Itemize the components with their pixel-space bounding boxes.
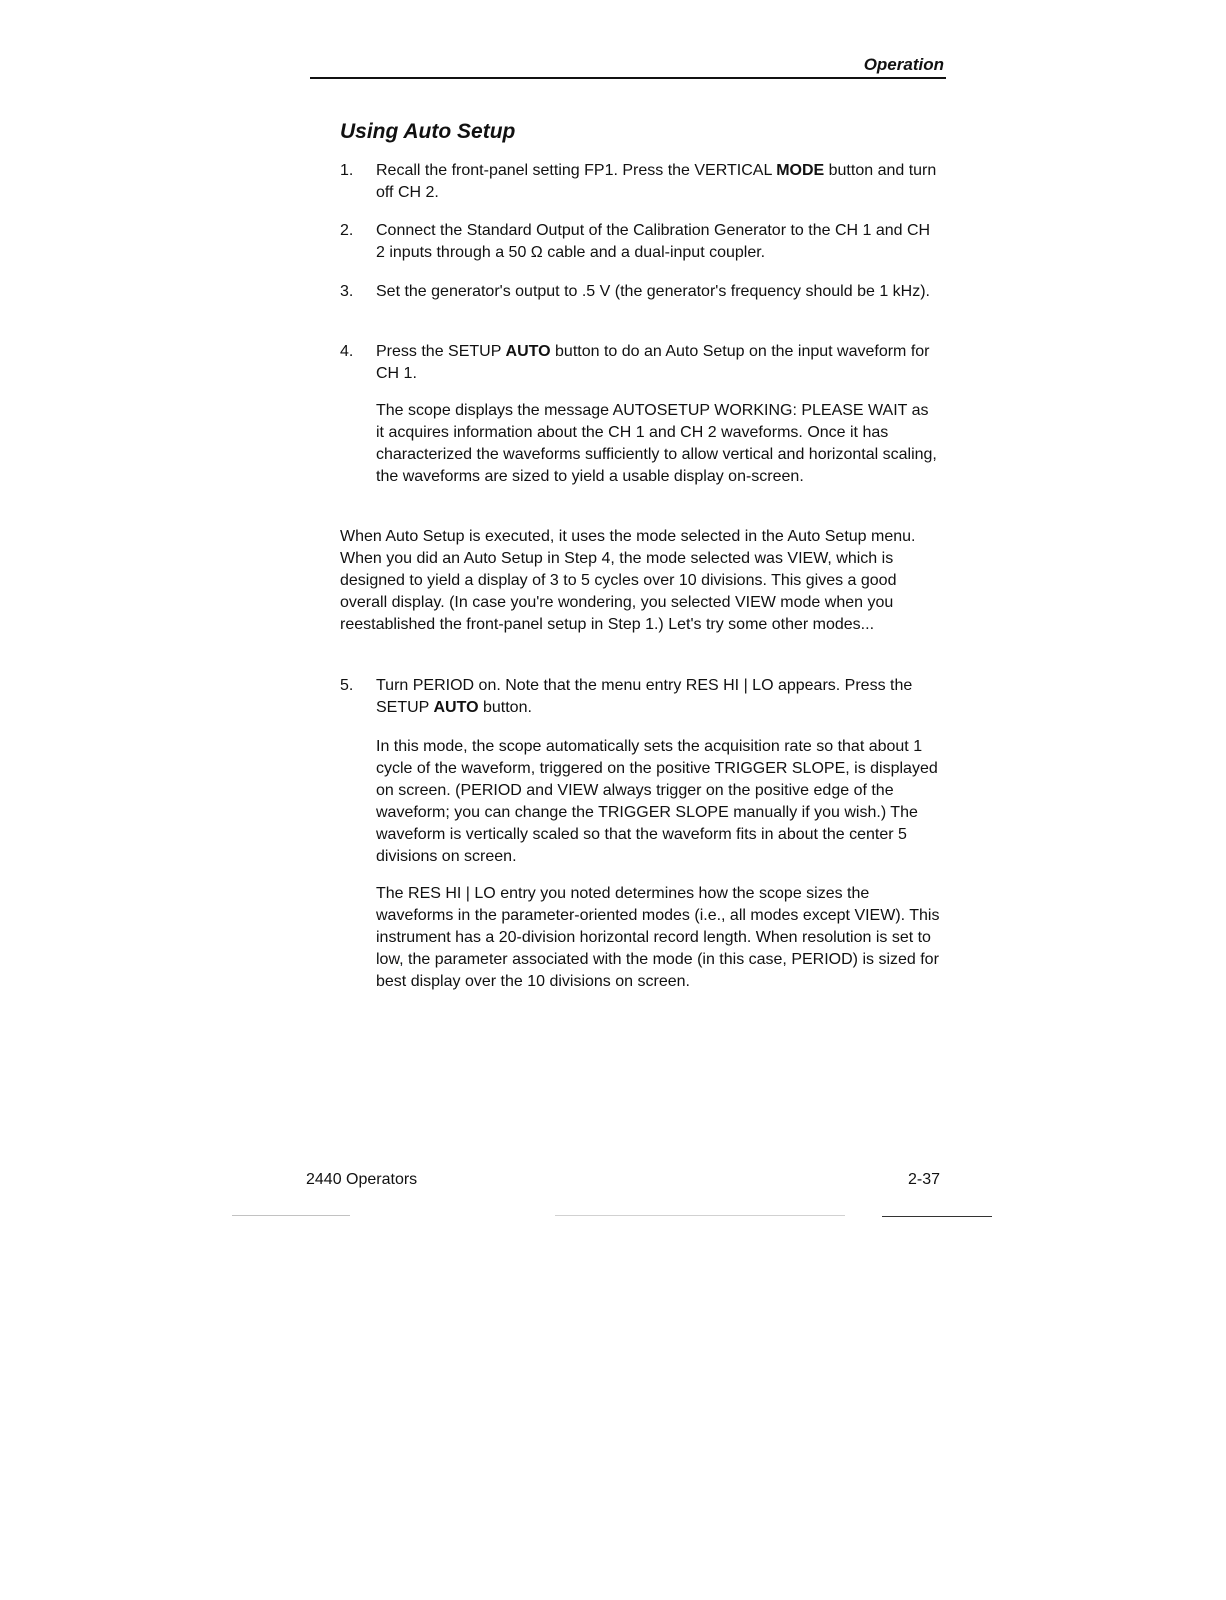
step-text: Connect the Standard Output of the Calibration Generator to the CH 1 and CH 2 inputs through a 50 Ω cable and a dual-input coupler. xyxy=(376,222,931,261)
auto-button-label: AUTO xyxy=(433,699,479,716)
step-number: 1. xyxy=(340,162,354,179)
mode-button-label: MODE xyxy=(776,162,825,179)
step-number: 2. xyxy=(340,222,354,239)
step-5-detail-a: In this mode, the scope automatically sets the acquisition rate so that about 1 cycle of the waveform, triggered on the positive TRIGGER SLOPE, is displayed on screen. (PERIOD and VIEW always trigger on the positive edge of the waveform; you can change the TRIGGER SLOPE manually if you wish.) The waveform is vertically scaled so that the waveform fits in about the center 5 divisions on screen. xyxy=(376,738,938,865)
step-number: 5. xyxy=(340,677,354,694)
step-4 xyxy=(340,341,940,385)
scan-artifact-line xyxy=(555,1215,845,1216)
step-number: 4. xyxy=(340,343,354,360)
auto-button-label: AUTO xyxy=(505,343,551,360)
step-3 xyxy=(340,281,940,325)
footer-manual-name: 2440 Operators xyxy=(306,1171,418,1188)
auto-setup-note: When Auto Setup is executed, it uses the mode selected in the Auto Setup menu. When you did an Auto Setup in Step 4, the mode selected was VIEW, which is designed to yield a display of 3 to 5 cycles over 10 divisions. This gives a good overall display. (In case you're wondering, you selected VIEW mode when you reestablished the front-panel setup in Step 1.) Let's try some other modes... xyxy=(340,528,916,633)
step-text: Recall the front-panel setting FP1. Press the VERTICAL MODE button and turn off CH 2. xyxy=(376,162,937,201)
step-2 xyxy=(340,220,940,264)
footer-page-number: 2-37 xyxy=(907,1171,940,1188)
scan-artifact-line xyxy=(232,1215,350,1216)
scan-artifact-line xyxy=(882,1216,992,1217)
step-text: Set the generator's output to .5 V (the generator's frequency should be 1 kHz). xyxy=(376,283,930,300)
step-text: Press the SETUP AUTO button to do an Auto Setup on the input waveform for CH 1. xyxy=(376,343,930,382)
step-4-detail: The scope displays the message AUTOSETUP WORKING: PLEASE WAIT as it acquires information about the CH 1 and CH 2 waveforms. Once it has characterized the waveforms sufficiently to allow vertical and horizontal scaling, the waveforms are sized to yield a usable display on-screen. xyxy=(376,402,937,485)
step-5-detail-b: The RES HI | LO entry you noted determines how the scope sizes the waveforms in the parameter-oriented modes (i.e., all modes except VIEW). This instrument has a 20-division horizontal record length. When resolution is set to low, the parameter associated with the mode (in this case, PERIOD) is sized for best display over the 10 divisions on screen. xyxy=(376,885,940,990)
step-1 xyxy=(340,160,940,204)
step-text: Turn PERIOD on. Note that the menu entry RES HI | LO appears. Press the SETUP AUTO button. xyxy=(376,677,913,716)
step-5 xyxy=(340,675,940,719)
header-rule xyxy=(310,77,946,79)
step-number: 3. xyxy=(340,283,354,300)
section-title: Using Auto Setup xyxy=(340,120,516,143)
running-header: Operation xyxy=(863,55,944,74)
